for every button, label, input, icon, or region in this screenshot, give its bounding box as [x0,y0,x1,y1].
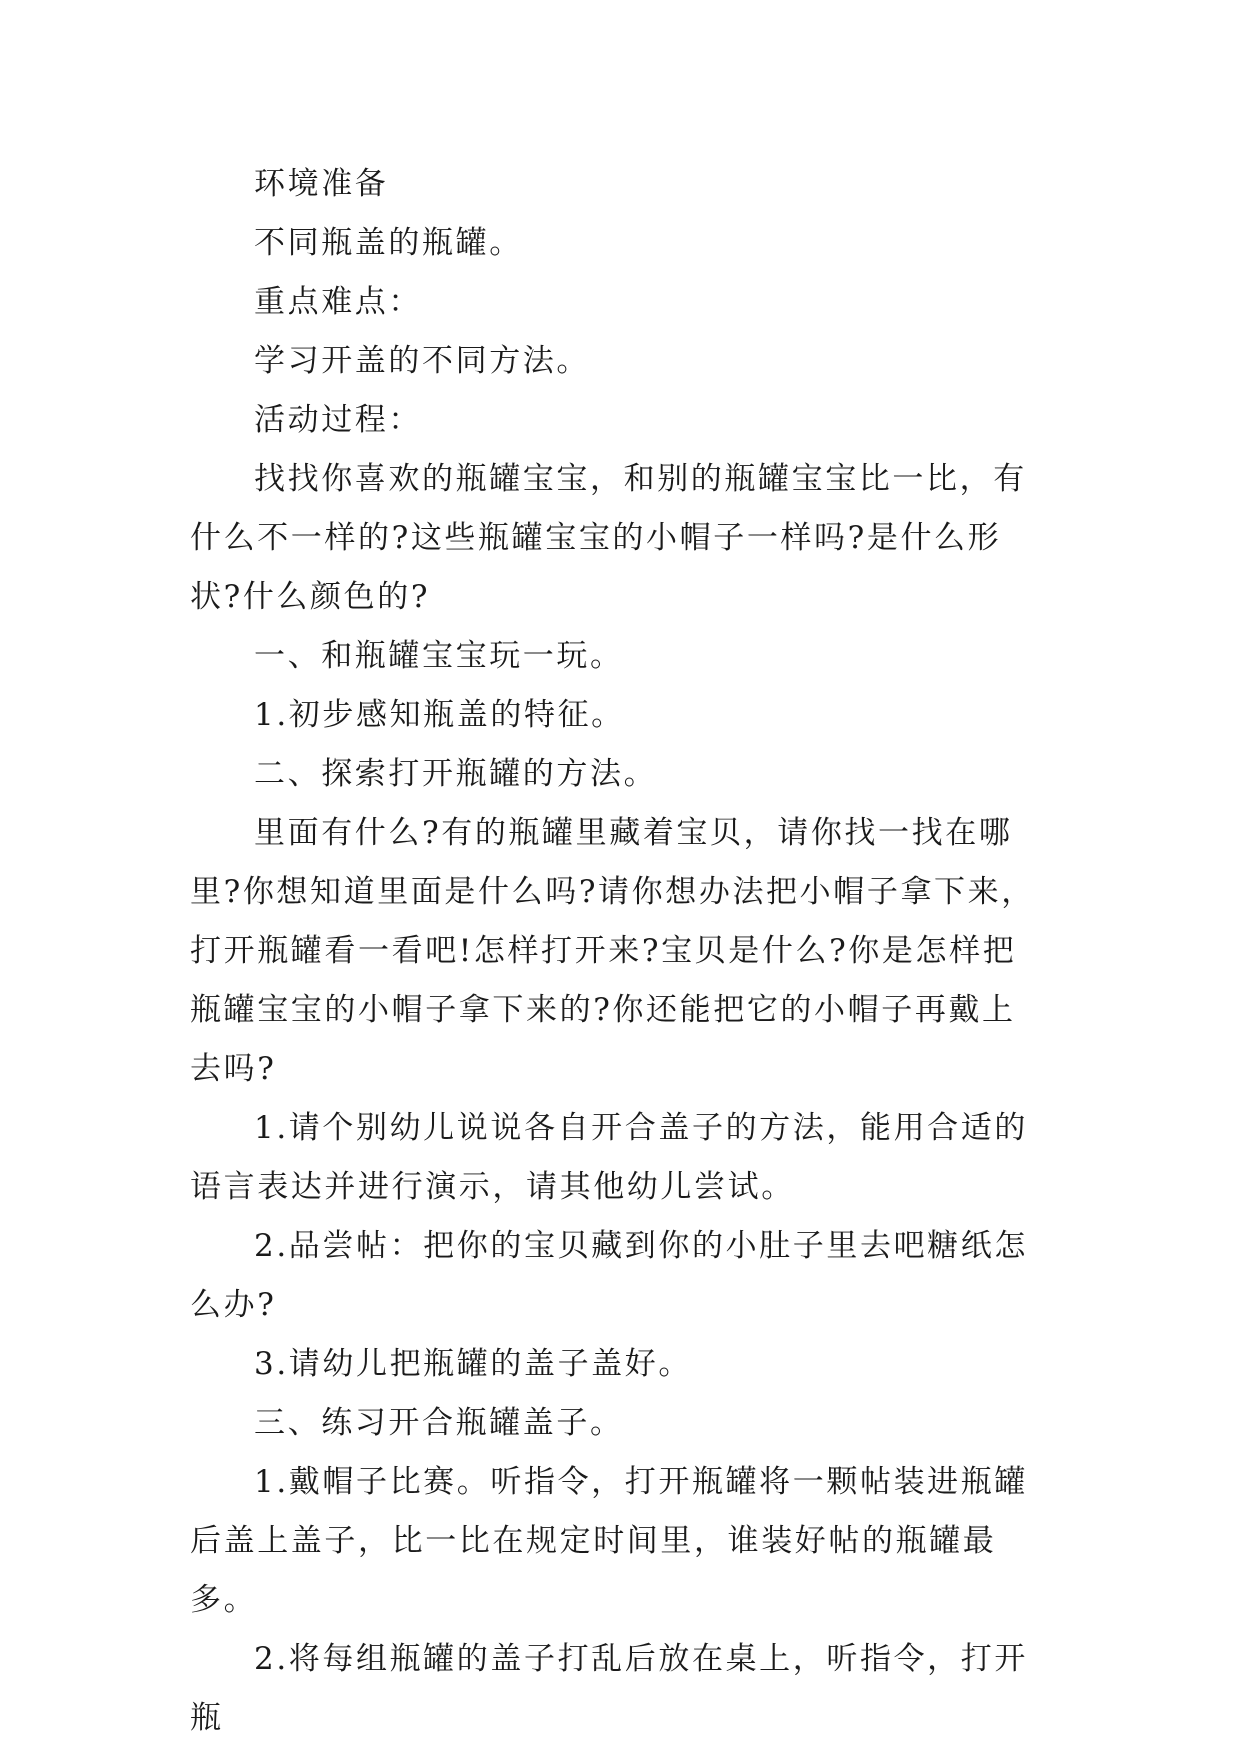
paragraph-step-1-1: 1.初步感知瓶盖的特征。 [254,697,625,733]
paragraph-step-2-3: 3.请幼儿把瓶罐的盖子盖好。 [254,1346,692,1382]
paragraph-heading-key-points: 重点难点： [254,284,422,320]
paragraph-heading-process: 活动过程： [254,402,422,438]
paragraph-step-3-1: 1.戴帽子比赛。听指令，打开瓶罐将一颗帖装进瓶罐后盖上盖子，比一比在规定时间里，谁装好帖的瓶罐最多。 [190,1464,1028,1618]
paragraph-section-1: 一、和瓶罐宝宝玩一玩。 [254,638,624,674]
paragraph-step-2-1: 1.请个别幼儿说说各自开合盖子的方法，能用合适的语言表达并进行演示，请其他幼儿尝试。 [190,1110,1028,1205]
paragraph-section-2-body: 里面有什么?有的瓶罐里藏着宝贝，请你找一找在哪里?你想知道里面是什么吗?请你想办法把小帽子拿下来，打开瓶罐看一看吧!怎样打开来?宝贝是什么?你是怎样把瓶罐宝宝的小帽子拿下来的?你还能把它的小帽子再戴上去吗? [190,815,1035,1087]
paragraph-intro: 找找你喜欢的瓶罐宝宝，和别的瓶罐宝宝比一比，有什么不一样的?这些瓶罐宝宝的小帽子一样吗?是什么形状?什么颜色的? [190,461,1027,615]
paragraph-step-2-2: 2.品尝帖：把你的宝贝藏到你的小肚子里去吧糖纸怎么办? [190,1228,1028,1323]
paragraph-step-3-2: 2.将每组瓶罐的盖子打乱后放在桌上，听指令，打开瓶 [190,1641,1028,1736]
document-body [190,155,1048,1748]
paragraph-materials: 不同瓶盖的瓶罐。 [254,225,523,261]
paragraph-section-3: 三、练习开合瓶罐盖子。 [254,1405,624,1441]
paragraph-heading-environment: 环境准备 [254,166,389,202]
paragraph-key-points: 学习开盖的不同方法。 [254,343,590,379]
paragraph-section-2: 二、探索打开瓶罐的方法。 [254,756,658,792]
